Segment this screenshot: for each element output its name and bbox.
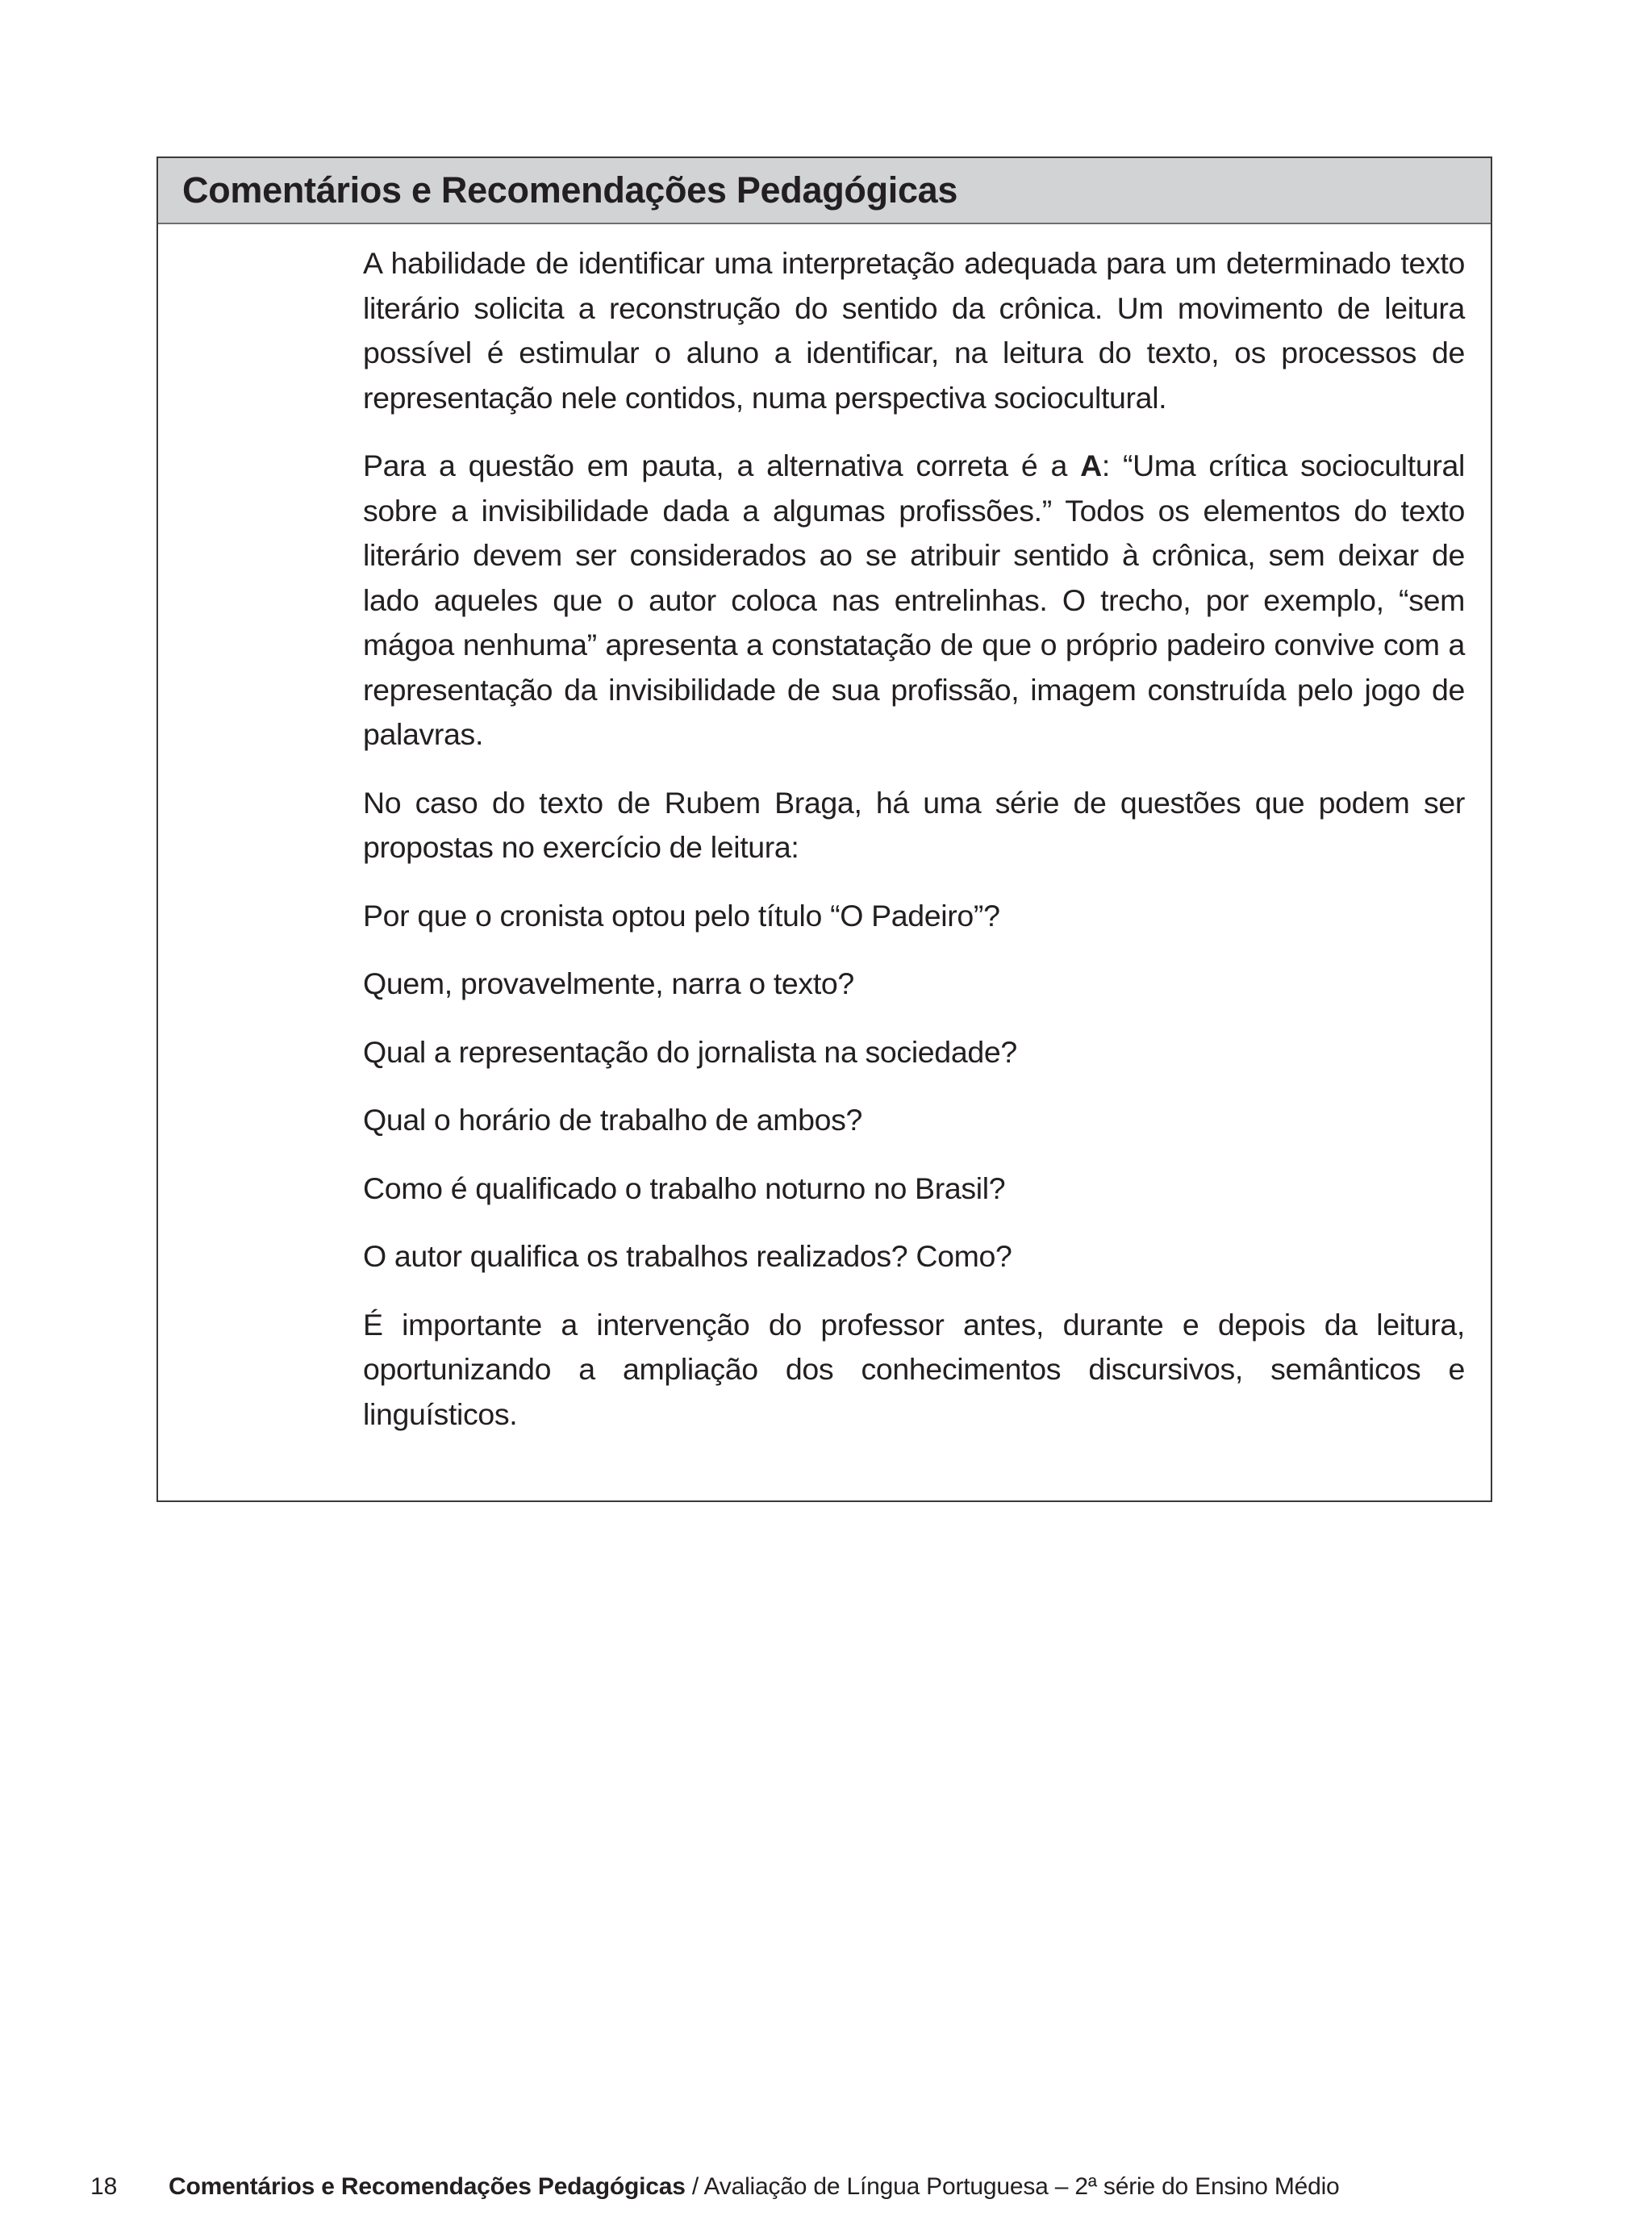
question-6: O autor qualifica os trabalhos realizados? Como? <box>363 1239 1012 1273</box>
answer-letter: A <box>1080 449 1102 482</box>
question-1: Por que o cronista optou pelo título “O Padeiro”? <box>363 898 1000 933</box>
comments-box <box>156 156 1492 1502</box>
question-2: Quem, provavelmente, narra o texto? <box>363 966 854 1000</box>
question-5: Como é qualificado o trabalho noturno no Brasil? <box>363 1171 1006 1205</box>
paragraph-questions-intro: No caso do texto de Rubem Braga, há uma série de questões que podem ser propostas no exercício de leitura: <box>363 785 1465 864</box>
page-number: 18 <box>90 2173 118 2200</box>
question-3: Qual a representação do jornalista na sociedade? <box>363 1034 1017 1069</box>
footer-bold-title: Comentários e Recomendações Pedagógicas <box>169 2173 686 2200</box>
question-4: Qual o horário de trabalho de ambos? <box>363 1103 863 1137</box>
page-footer <box>169 2172 1340 2201</box>
answer-text-before: Para a questão em pauta, a alternativa correta é a <box>363 449 1081 482</box>
box-content <box>363 241 1465 1460</box>
box-header <box>158 158 1491 224</box>
answer-text-after: : “Uma crítica sociocultural sobre a invisibilidade dada a algumas profissões.” Todos os elementos do texto literário devem ser considerados ao se atribuir sentido à crônica, sem deixar de lado aqueles que o autor coloca nas entrelinhas. O trecho, por exemplo, “sem mágoa nenhuma” apresenta a constatação de que o próprio padeiro convive com a representação da invisibilidade de sua profissão, imagem construída pelo jogo de palavras. <box>363 449 1465 751</box>
box-title: Comentários e Recomendações Pedagógicas <box>182 169 958 211</box>
paragraph-conclusion: É importante a intervenção do professor antes, durante e depois da leitura, oportunizando a ampliação dos conhecimentos discursivos, semânticos e linguísticos. <box>363 1307 1465 1431</box>
paragraph-intro: A habilidade de identificar uma interpretação adequada para um determinado texto literário solicita a reconstrução do sentido da crônica. Um movimento de leitura possível é estimular o aluno a identificar, na leitura do texto, os processos de representação nele contidos, numa perspectiva sociocultural. <box>363 246 1465 415</box>
paragraph-answer <box>363 444 1465 757</box>
footer-subtitle: / Avaliação de Língua Portuguesa – 2ª série do Ensino Médio <box>685 2173 1340 2200</box>
